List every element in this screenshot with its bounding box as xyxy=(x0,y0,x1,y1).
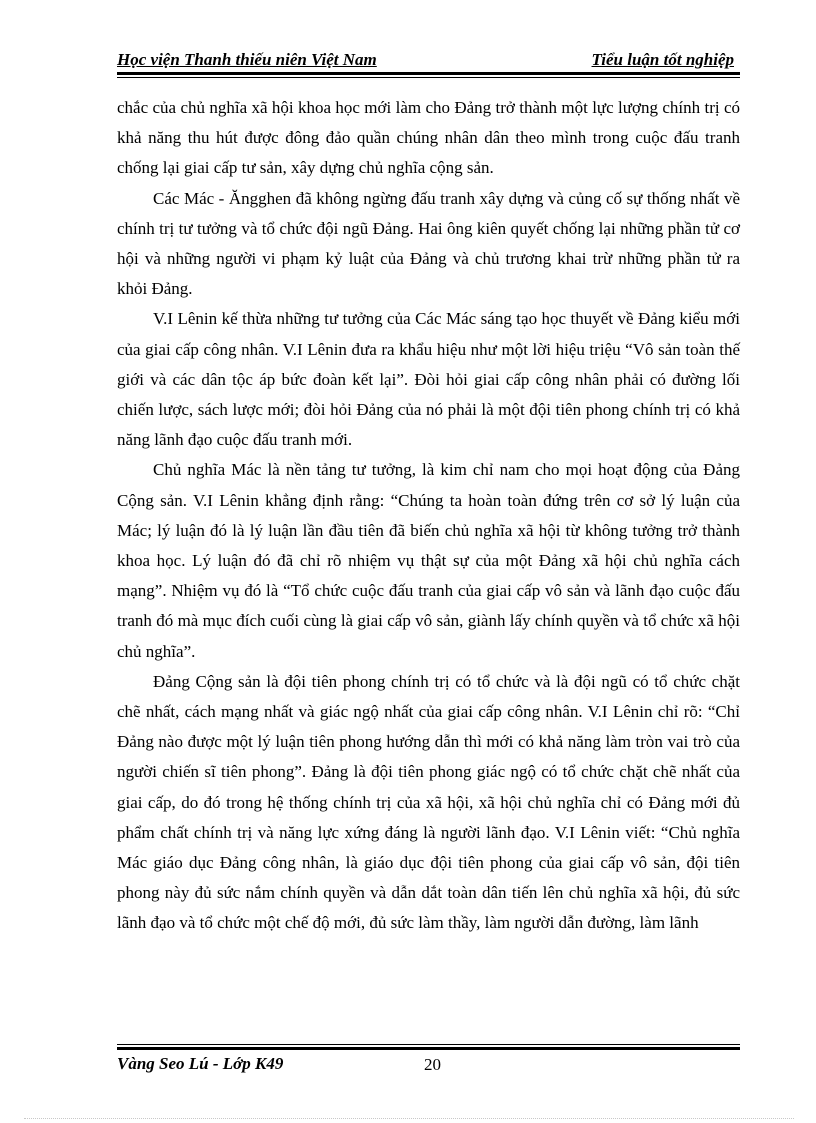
paragraph-1: chắc của chủ nghĩa xã hội khoa học mới làm cho Đảng trở thành một lực lượng chính trị có khả năng thu hút được đông đảo quần chúng nhân dân theo mình trong cuộc đấu tranh chống lại giai cấp tư sản, xây dựng chủ nghĩa cộng sản. xyxy=(117,98,740,178)
footer-author: Vàng Seo Lú - Lớp K49 xyxy=(117,1054,284,1073)
header-rule-thin xyxy=(117,77,740,78)
paragraph-4: Chủ nghĩa Mác là nền tảng tư tưởng, là kim chỉ nam cho mọi hoạt động của Đảng Cộng sản. V.I Lênin khẳng định rằng: “Chúng ta hoàn toàn đứng trên cơ sở lý luận của Mác; lý luận đó là lý luận lần đầu tiên đã biến chủ nghĩa xã hội từ không tưởng trở thành khoa học. Lý luận đó đã chỉ rõ nhiệm vụ thật sự của một Đảng xã hội chủ nghĩa cách mạng”. Nhiệm vụ đó là “Tổ chức cuộc đấu tranh của giai cấp vô sản và lãnh đạo cuộc đấu tranh đó mà mục đích cuối cùng là giai cấp vô sản, giành lấy chính quyền và tổ chức xã hội chủ nghĩa”. xyxy=(117,460,740,661)
body-text xyxy=(117,93,740,939)
paragraph-5: Đảng Cộng sản là đội tiên phong chính trị có tổ chức và là đội ngũ có tổ chức chặt chẽ nhất, cách mạng nhất và giác ngộ nhất của giai cấp công nhân. V.I Lênin chỉ rõ: “Chỉ Đảng nào được một lý luận tiên phong hướng dẫn thì mới có khả năng làm tròn vai trò của người chiến sĩ tiên phong”. Đảng là đội tiên phong giác ngộ có tổ chức chặt chẽ nhất của giai cấp, do đó trong hệ thống chính trị của xã hội, xã hội chủ nghĩa chỉ có Đảng mới đủ phẩm chất chính trị và năng lực xứng đáng là người lãnh đạo. V.I Lênin viết: “Chủ nghĩa Mác giáo dục Đảng công nhân, là giáo dục đội tiên phong của giai cấp vô sản, đội tiên phong này đủ sức nắm chính quyền và dẫn dắt toàn dân tiến lên chủ nghĩa xã hội, đủ sức lãnh đạo và tổ chức một chế độ mới, đủ sức làm thầy, làm người dẫn đường, làm lãnh xyxy=(117,671,740,933)
footer-rule-thin xyxy=(117,1044,740,1045)
footer-rule-thick xyxy=(117,1047,740,1050)
paragraph-3: V.I Lênin kế thừa những tư tưởng của Các Mác sáng tạo học thuyết về Đảng kiểu mới của giai cấp công nhân. V.I Lênin đưa ra khẩu hiệu như một lời hiệu triệu “Vô sản toàn thế giới và các dân tộc áp bức đoàn kết lại”. Đòi hỏi giai cấp công nhân phải có đường lối chiến lược, sách lược mới; đòi hỏi Đảng của nó phải là một đội tiên phong chính trị có khả năng lãnh đạo cuộc đấu tranh mới. xyxy=(117,309,740,450)
page-header xyxy=(117,46,740,72)
paragraph-2: Các Mác - Ăngghen đã không ngừng đấu tranh xây dựng và củng cố sự thống nhất về chính trị tư tưởng và tổ chức đội ngũ Đảng. Hai ông kiên quyết chống lại những phần tử cơ hội và những người vi phạm kỷ luật của Đảng và chủ trương khai trừ những phần tử ra khỏi Đảng. xyxy=(117,188,740,299)
page-number: 20 xyxy=(424,1055,441,1074)
header-institution: Học viện Thanh thiếu niên Việt Nam xyxy=(117,50,377,69)
header-rule-thick xyxy=(117,72,740,75)
header-document-type: Tiểu luận tốt nghiệp xyxy=(591,50,734,69)
page-edge-divider xyxy=(24,1118,794,1119)
